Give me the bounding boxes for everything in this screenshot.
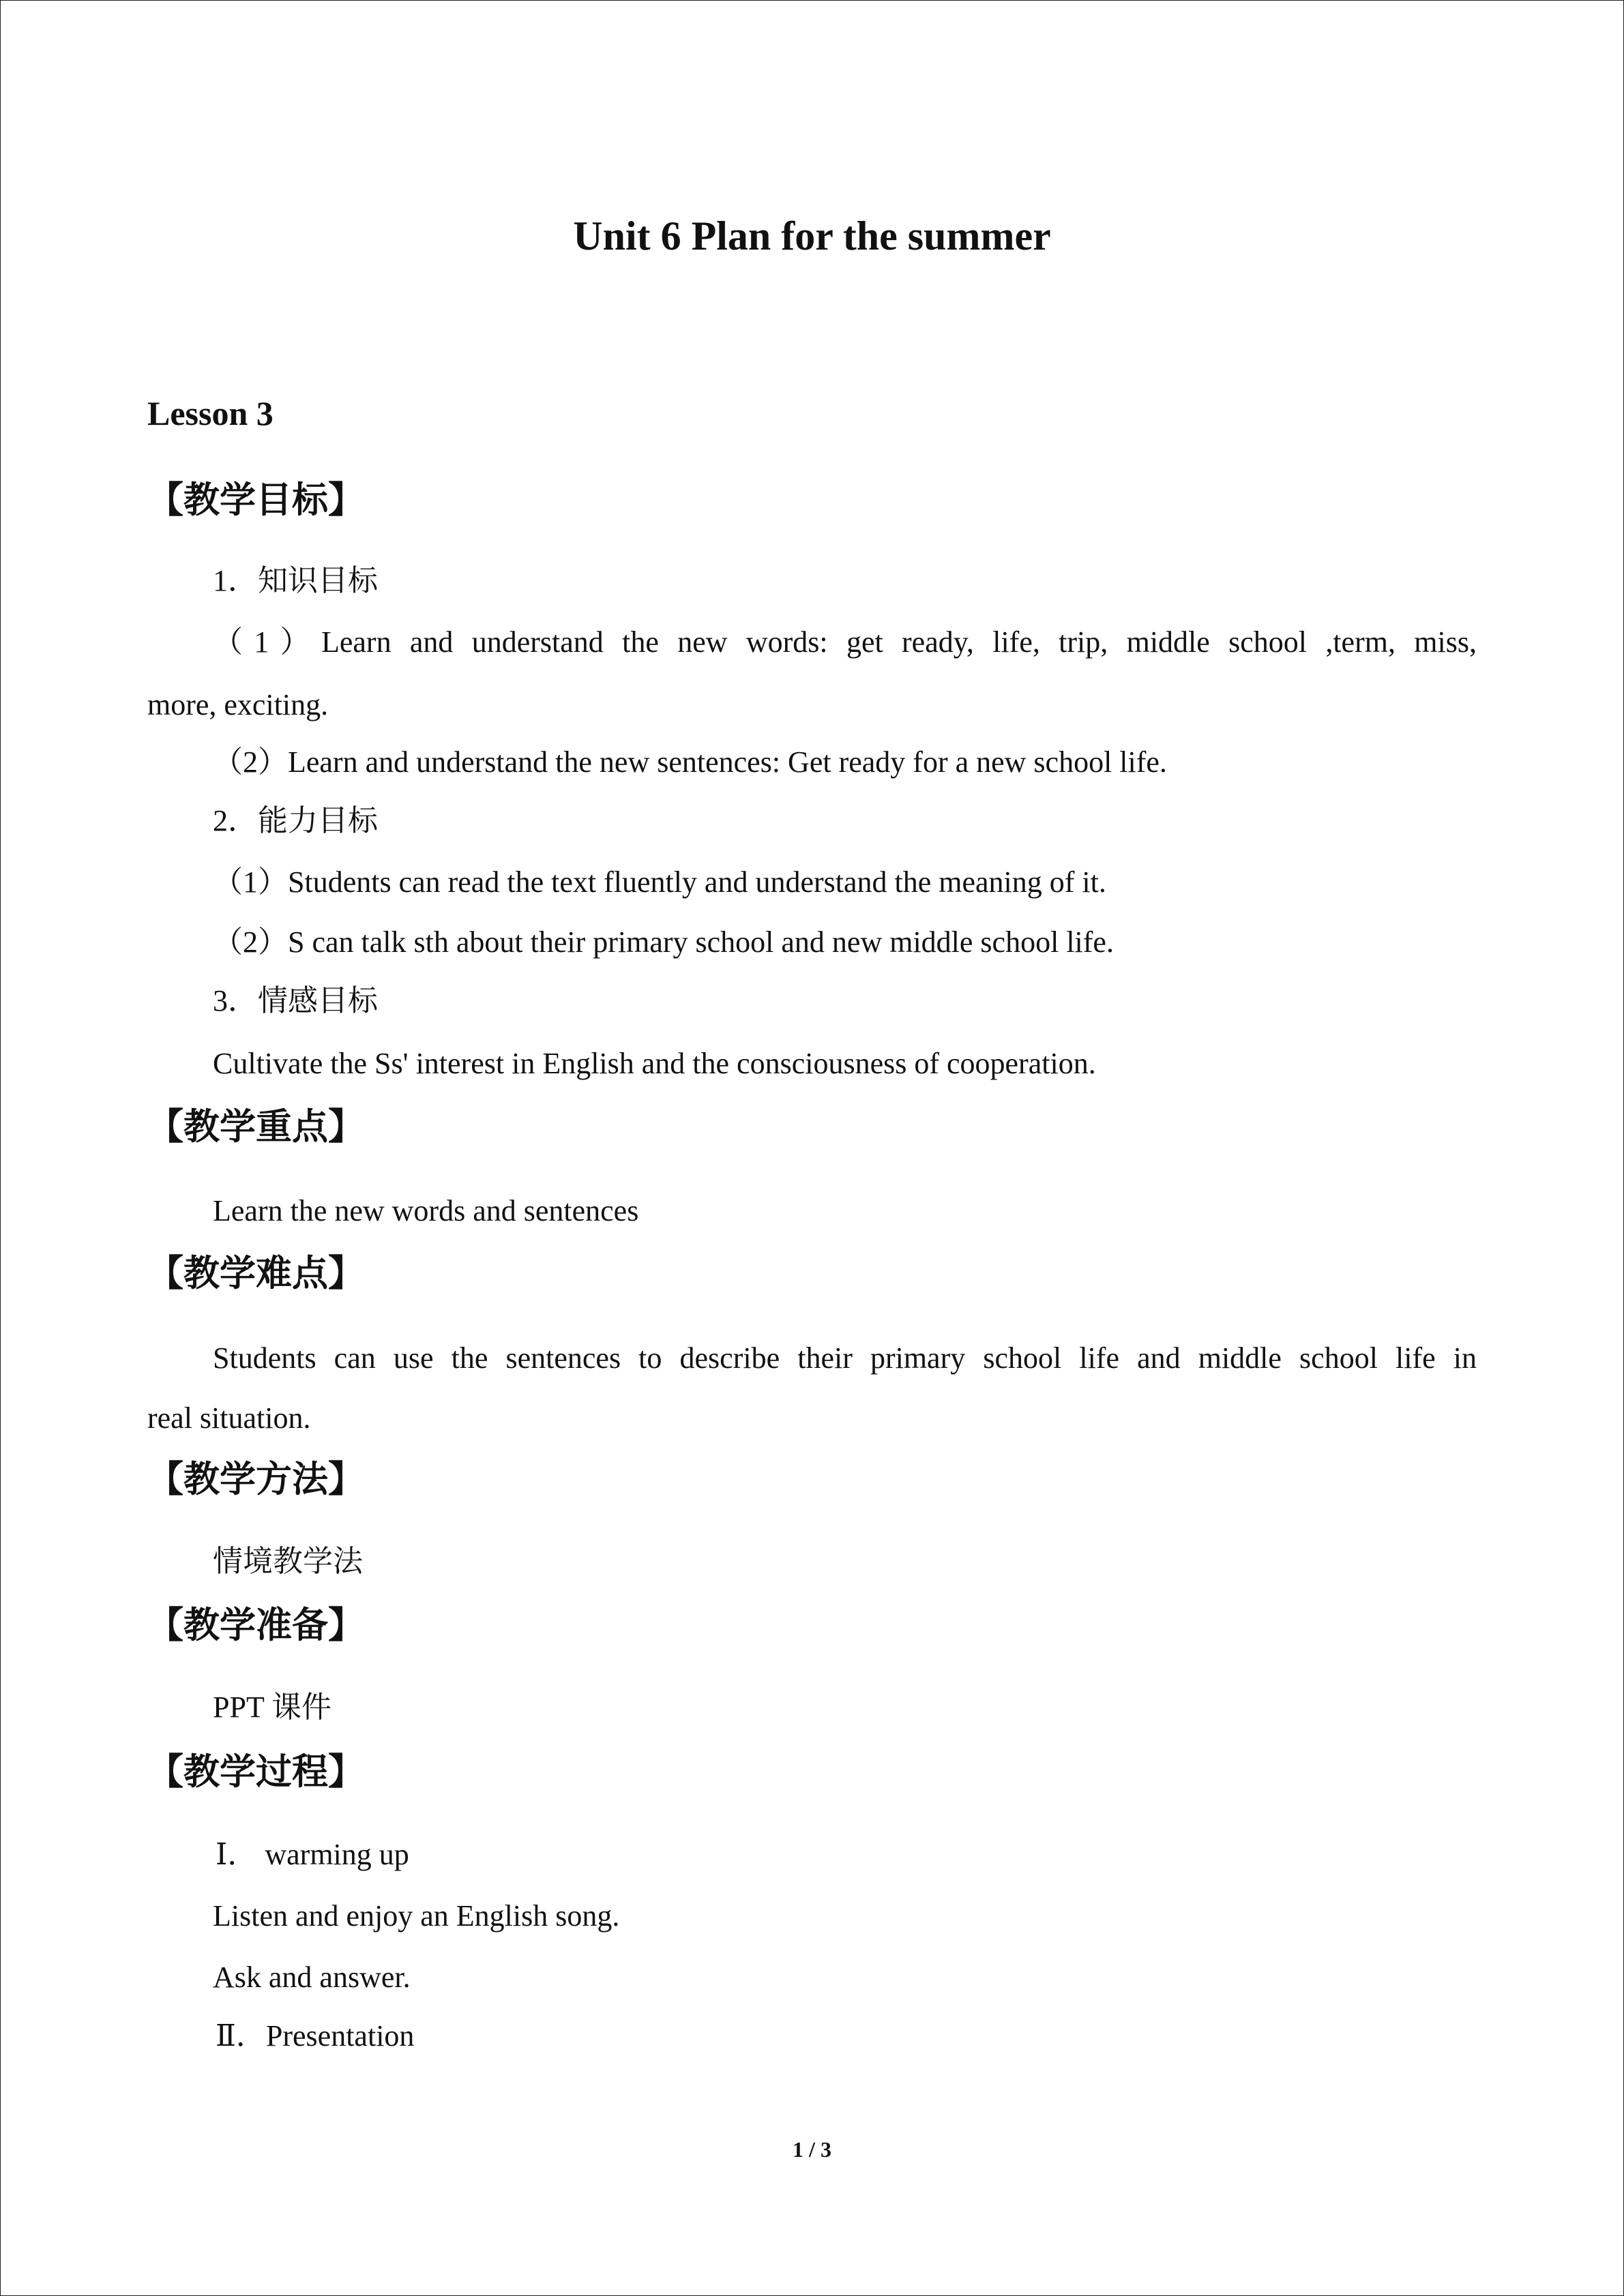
- difficulties-line-1: Students can use the sentences to describe their primary school life and middle school life in: [213, 1341, 1477, 1375]
- knowledge-item-1-line-2: more, exciting.: [147, 688, 329, 721]
- document-title: Unit 6 Plan for the summer: [573, 213, 1051, 258]
- methods-heading: 【教学方法】: [147, 1459, 364, 1500]
- process-heading: 【教学过程】: [147, 1751, 364, 1793]
- lesson-label: Lesson 3: [147, 394, 274, 432]
- key-points-heading: 【教学重点】: [147, 1106, 364, 1148]
- key-points-text: Learn the new words and sentences: [213, 1194, 639, 1227]
- knowledge-item-2: （2）Learn and understand the new sentences: Get ready for a new school life.: [213, 745, 1167, 779]
- ability-objective-label: 2．能力目标: [213, 804, 378, 837]
- process-step-2: Ⅱ．Presentation: [216, 2019, 415, 2053]
- process-step-1-line-2: Ask and answer.: [213, 1960, 411, 1994]
- knowledge-objective-label: 1．知识目标: [213, 564, 378, 597]
- knowledge-item-1-line-1: （1）Learn and understand the new words: get ready, life, trip, middle school ,term, miss,: [213, 625, 1477, 659]
- ability-item-2: （2）S can talk sth about their primary school and new middle school life.: [213, 925, 1114, 959]
- difficulties-line-2: real situation.: [147, 1401, 311, 1435]
- methods-text: 情境教学法: [213, 1545, 363, 1578]
- preparation-heading: 【教学准备】: [147, 1605, 364, 1646]
- ability-item-1: （1）Students can read the text fluently and understand the meaning of it.: [213, 865, 1106, 899]
- objectives-heading: 【教学目标】: [147, 479, 364, 521]
- preparation-text: PPT 课件: [213, 1690, 332, 1724]
- emotion-objective-text: Cultivate the Ss' interest in English and the consciousness of cooperation.: [213, 1047, 1096, 1080]
- process-step-1-line-1: Listen and enjoy an English song.: [213, 1899, 620, 1933]
- difficulties-heading: 【教学难点】: [147, 1253, 364, 1294]
- process-step-1: Ⅰ． warming up: [216, 1838, 409, 1871]
- emotion-objective-label: 3．情感目标: [213, 984, 378, 1017]
- page-number: 1 / 3: [793, 2137, 831, 2162]
